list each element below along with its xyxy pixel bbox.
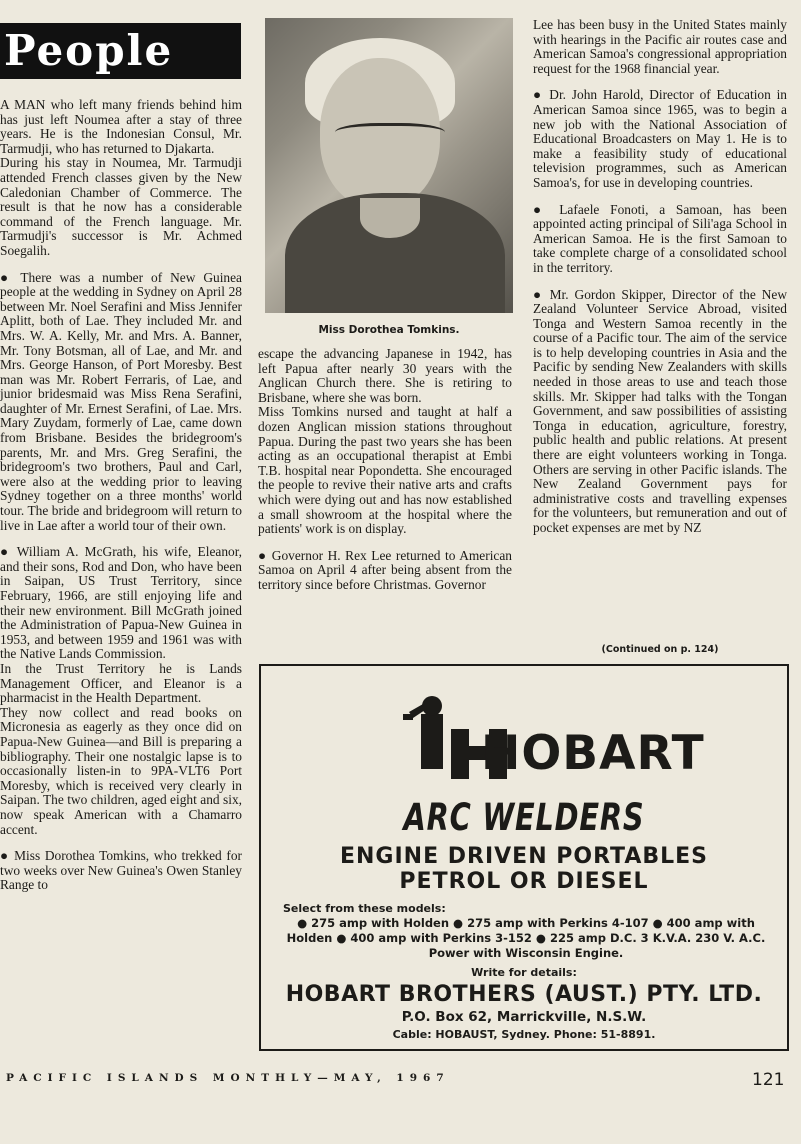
article-paragraph: They now collect and read books on Micronesia as eagerly as they once did on Papua-New Guinea—and Bill is preparing a bibliography. Their one nostalgic lapse is to occasionally listen-in to 9PA-VLT6 Port Moresby, which is received very clearly in Saipan. The two children, aged eight and six, now speak American with a Chamarro accent. (0, 704, 242, 837)
column-2 (258, 347, 512, 593)
ad-brand: HOBART (481, 726, 705, 781)
article-paragraph: ● There was a number of New Guinea people at the wedding in Sydney on April 28 between Mr. Noel Serafini and Miss Jennifer Aplitt, both of Lae. They included Mr. and Mrs. W. A. Kelly, Mr. and Mrs. A. Banner, Mr. Tony Botsman, all of Lae, and Mr. and Mrs. George Hanson, of Port Moresby. Best man was Mr. Robert Ferraris, of Lae, and junior bridesmaid was Miss Rena Serafini, daughter of Mr. Ernest Serafini, of Lae. Mrs. Mary Zuydam, formerly of Lae, came down from Brisbane. Besides the bridegroom's parents, Mr. and Mrs. Greg Serafini, the bridegroom's two brothers, Paul and Carl, were also at the wedding prior to leaving Sydney together on a three months' world tour. The bride and bridegroom will return to live in Lae after a world tour of their own. (0, 269, 242, 533)
article-paragraph: ● William A. McGrath, his wife, Eleanor, and their sons, Rod and Don, who have been in Saipan, US Trust Territory, since February, 1966, are still enjoying life and their new environment. Bill McGrath joined the Administration of Papua-New Guinea in 1953, and between 1959 and 1961 was with the Native Lands Commission. (0, 544, 242, 662)
running-footer: PACIFIC ISLANDS MONTHLY—MAY, 1967 (6, 1072, 450, 1084)
article-paragraph: ● Governor H. Rex Lee returned to American Samoa on April 4 after being absent from the territory since before Christmas. Governor (258, 547, 512, 592)
column-3 (533, 18, 787, 536)
article-paragraph: escape the advancing Japanese in 1942, has left Papua after nearly 30 years with the Anglican Church there. She is retiring to Brisbane, where she was born. (258, 346, 512, 405)
photo-caption: Miss Dorothea Tomkins. (318, 324, 460, 336)
section-title: People (0, 23, 241, 79)
article-paragraph: Lee has been busy in the United States mainly with hearings in the Pacific air routes case and American Samoa's congressional appropriation request for the 1968 financial year. (533, 17, 787, 76)
ad-models: ● 275 amp with Holden ● 275 amp with Perkins 4-107 ● 400 amp with Holden ● 400 amp with Perkins 3-152 ● 225 amp D.C. 3 K.V.A. 230 V. A.C. Power with Wisconsin Engine. (286, 916, 766, 960)
hobart-advertisement (259, 664, 789, 1051)
ad-cable: Cable: HOBAUST, Sydney. Phone: 51-8891. (392, 1028, 656, 1041)
portrait-photo (265, 18, 513, 313)
ad-company: HOBART BROTHERS (AUST.) PTY. LTD. (285, 982, 763, 1007)
ad-line-2: PETROL OR DIESEL (399, 869, 649, 894)
ad-address: P.O. Box 62, Marrickville, N.S.W. (401, 1009, 647, 1025)
article-paragraph: During his stay in Noumea, Mr. Tarmudji attended French classes given by the New Caledonian Chamber of Commerce. The result is that he now has a considerable command of the French language. Mr. Tarmudji's successor is Mr. Achmed Soegalih. (0, 155, 242, 258)
article-paragraph: ● Lafaele Fonoti, a Samoan, has been appointed acting principal of Sili'aga School in American Samoa. He is the first Samoan to take complete charge of a consolidated school in the territory. (533, 201, 787, 275)
article-paragraph: A MAN who left many friends behind him has just left Noumea after a stay of three years. He is the Indonesian Consul, Mr. Tarmudji, who has returned to Djakarta. (0, 97, 242, 156)
article-paragraph: ● Miss Dorothea Tomkins, who trekked for two weeks over New Guinea's Owen Stanley Range to (0, 848, 242, 893)
ad-write-label: Write for details: (471, 966, 577, 979)
ad-product: ARC WELDERS (403, 796, 645, 839)
ad-select-label: Select from these models: (283, 902, 446, 915)
continued-note: (Continued on p. 124) (601, 644, 719, 655)
page-number: 121 (752, 1070, 785, 1090)
column-1 (0, 98, 242, 893)
article-paragraph: In the Trust Territory he is Lands Management Officer, and Eleanor is a pharmacist in the Health Department. (0, 660, 242, 706)
article-paragraph: ● Dr. John Harold, Director of Education in American Samoa since 1965, was to begin a new job with the National Association of Educational Broadcasters on May 1. He is to make a feasibility study of educational television programmes, such as American Samoa's, for use in developing countries. (533, 87, 787, 190)
ad-line-1: ENGINE DRIVEN PORTABLES (339, 844, 709, 869)
article-paragraph: Miss Tomkins nursed and taught at half a dozen Anglican mission stations throughout Papua. During the past two years she has been acting as an occupational therapist at Embi T.B. hospital near Popondetta. She encouraged the people to revive their native arts and crafts which were dying out and has now established a small showroom at the hospital where the patients' work is on display. (258, 404, 512, 537)
article-paragraph: ● Mr. Gordon Skipper, Director of the New Zealand Volunteer Service Abroad, visited Tonga and Western Samoa recently in the course of a Pacific tour. The aim of the service is to help developing countries in Asia and the Pacific by sending New Zealanders with skills needed in those areas to use and teach those skills. Mr. Skipper had talks with the Tongan Government, and saw possibilities of assisting Tonga in education, agriculture, forestry, public health and public relations. At present there are eight volunteers working in Tonga. Others are serving in other Pacific islands. The New Zealand Government pays for administrative costs and travelling expenses for the volunteers, but remuneration and out of pocket expenses are met by NZ (533, 286, 787, 535)
